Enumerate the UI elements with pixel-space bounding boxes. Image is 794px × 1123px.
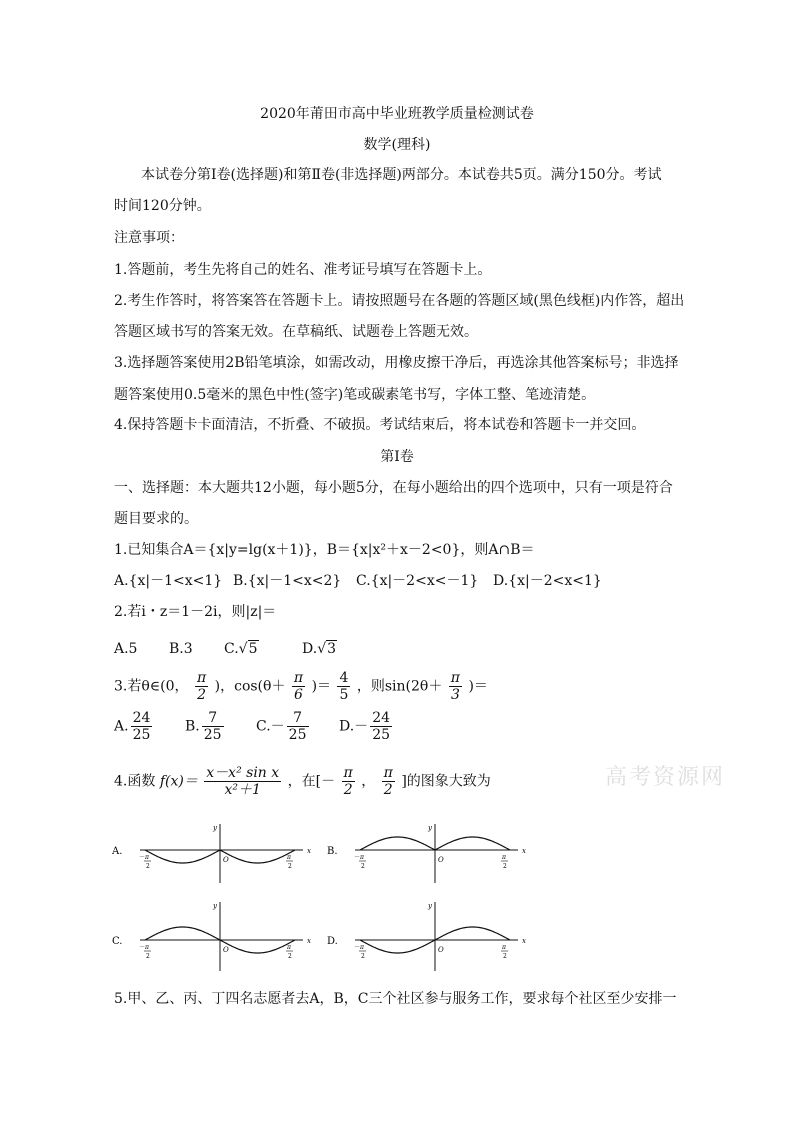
- q2-option-b: B.3: [169, 641, 193, 657]
- q3-frac-2-den: 6: [294, 687, 303, 703]
- x-axis-label: x: [522, 937, 526, 945]
- q4-formula-den: x²＋1: [224, 782, 261, 798]
- q4-frac-2-num: π: [383, 765, 393, 781]
- note-2-line-1: 2.考生作答时，将答案答在答题卡上。请按照题号在各题的答题区域(黑色线框)内作答，超出: [114, 293, 685, 309]
- q4-formula-frac: [204, 765, 281, 798]
- sqrt-icon: √: [317, 641, 327, 657]
- q1-option-a: A.{x|－1<x<1}: [114, 573, 223, 589]
- q3-frac-pi-2: [195, 670, 208, 703]
- tick-right-num: π: [287, 944, 291, 951]
- tick-right-den: 2: [288, 953, 292, 960]
- tick-right-den: 2: [288, 863, 292, 870]
- q3-option-c-den: 25: [288, 727, 307, 743]
- tick-right-num: π: [502, 944, 506, 951]
- q4-graph-d: [325, 898, 535, 973]
- note-3-line-1: 3.选择题答案使用2B铅笔填涂，如需改动，用橡皮擦干净后，再选涂其他答案标号；非选择: [114, 355, 679, 371]
- q4-text-1: 4.函数: [114, 773, 156, 790]
- q3-text-1: 3.若θ∈(0，: [114, 678, 189, 695]
- q3-text-2: )，cos(θ＋: [214, 678, 286, 695]
- q3-option-d: [339, 710, 394, 743]
- q3-option-b: [185, 710, 226, 743]
- intro-line-1: 本试卷分第Ⅰ卷(选择题)和第Ⅱ卷(非选择题)两部分。本试卷共5页。满分150分。考试: [141, 167, 662, 183]
- note-1: 1.答题前，考生先将自己的姓名、准考证号填写在答题卡上。: [114, 262, 492, 278]
- q4-graph-c: [110, 898, 320, 973]
- q3-option-b-den: 25: [203, 727, 222, 743]
- origin-label: O: [223, 856, 229, 864]
- q1-option-c: C.{x|－2<x<－1}: [356, 573, 479, 589]
- q3-frac-4-num: π: [450, 670, 460, 686]
- q4-function: f(x)＝: [159, 773, 198, 790]
- y-axis-label: y: [213, 824, 217, 832]
- q3-option-b-num: 7: [202, 710, 224, 727]
- tick-left-den: 2: [146, 953, 150, 960]
- exam-title: 2020年莆田市高中毕业班教学质量检测试卷: [260, 106, 534, 122]
- y-axis-label: y: [428, 902, 432, 910]
- q2-option-a: A.5: [114, 641, 138, 657]
- origin-label: O: [438, 856, 444, 864]
- q4-frac-2-den: 2: [383, 782, 393, 798]
- tick-left-num: π: [360, 854, 364, 861]
- tick-left-den: 2: [361, 953, 365, 960]
- q3-option-d-den: 25: [372, 727, 391, 743]
- q3-text-3: )＝: [311, 678, 332, 695]
- q4-graph-b: [325, 820, 535, 885]
- q4-text-3: ，: [361, 773, 376, 790]
- q1-option-b: B.{x|－1<x<2}: [233, 573, 342, 589]
- q3-option-b-frac: [202, 710, 224, 743]
- q3-option-c-frac: [287, 710, 309, 743]
- tick-left-num: π: [145, 854, 149, 861]
- q4-text-4: ]的图象大致为: [401, 773, 491, 790]
- q3-option-d-frac: [370, 710, 392, 743]
- q4-text-2: ，在[－: [287, 773, 336, 790]
- notes-heading: 注意事项：: [114, 230, 184, 246]
- tick-right-den: 2: [503, 953, 507, 960]
- q4-stem: [114, 765, 491, 798]
- q3-frac-2-num: π: [293, 670, 304, 686]
- x-axis-label: x: [307, 847, 311, 855]
- section-intro-line-1: 一、选择题：本大题共12小题，每小题5分，在每小题给出的四个选项中，只有一项是符合: [114, 480, 673, 496]
- q2-option-c-radicand: 5: [248, 641, 258, 657]
- origin-label: O: [438, 946, 444, 954]
- q4-formula-num: x－x² sin x: [206, 765, 280, 781]
- q3-frac-3-num: 4: [339, 670, 349, 686]
- q3-stem: [114, 670, 488, 703]
- option-label: D.: [327, 936, 338, 947]
- q3-frac-3-den: 5: [339, 687, 349, 703]
- q5-stem: 5.甲、乙、丙、丁四名志愿者去A，B，C三个社区参与服务工作，要求每个社区至少安排一: [114, 991, 677, 1007]
- tick-neg-sign: －: [139, 944, 146, 951]
- q3-option-c: [256, 710, 311, 743]
- q3-option-a-label: A.: [114, 718, 129, 735]
- q4-frac-pi-2-right: [382, 765, 395, 798]
- x-axis-label: x: [307, 937, 311, 945]
- tick-right-den: 2: [503, 863, 507, 870]
- q2-option-d-label: D.: [302, 641, 318, 657]
- intro-line-2: 时间120分钟。: [114, 198, 211, 214]
- section-intro-line-2: 题目要求的。: [114, 511, 198, 527]
- tick-neg-sign: －: [139, 854, 146, 861]
- q3-frac-1-num: π: [196, 670, 207, 686]
- tick-right-num: π: [502, 854, 506, 861]
- note-3-line-2: 题答案使用0.5毫米的黑色中性(签字)笔或碳素笔书写，字体工整、笔迹清楚。: [114, 387, 596, 403]
- q2-option-d: [302, 640, 337, 658]
- q3-text-4: ，则sin(2θ＋: [356, 678, 443, 695]
- q3-frac-4-den: 3: [450, 687, 460, 703]
- x-axis-label: x: [522, 847, 526, 855]
- q3-option-c-label: C.－: [256, 718, 285, 735]
- tick-left-num: π: [145, 944, 149, 951]
- q3-text-5: )＝: [468, 678, 488, 695]
- note-2-line-2: 答题区域书写的答案无效。在草稿纸、试题卷上答题无效。: [114, 324, 478, 340]
- tick-left-den: 2: [146, 863, 150, 870]
- q3-frac-pi-6: [292, 670, 305, 703]
- q3-option-a-num: 24: [132, 710, 151, 726]
- q3-frac-1-den: 2: [197, 687, 207, 703]
- q2-option-c: [224, 640, 259, 658]
- y-axis-label: y: [213, 902, 217, 910]
- origin-label: O: [223, 946, 229, 954]
- tick-right-num: π: [287, 854, 291, 861]
- tick-neg-sign: －: [354, 944, 361, 951]
- q1-stem: 1.已知集合A＝{x|y=lg(x＋1)}，B＝{x|x²＋x－2<0}，则A∩B＝: [114, 542, 535, 558]
- q3-option-b-label: B.: [185, 718, 200, 735]
- q4-frac-pi-2-left: [342, 765, 355, 798]
- q3-option-a: [114, 710, 154, 743]
- note-4: 4.保持答题卡卡面清洁，不折叠、不破损。考试结束后，将本试卷和答题卡一并交回。: [114, 417, 646, 433]
- option-label: C.: [112, 936, 123, 947]
- q3-option-a-den: 25: [132, 727, 151, 743]
- q3-option-c-num: 7: [287, 710, 309, 727]
- option-label: B.: [327, 846, 338, 857]
- exam-subtitle: 数学(理科): [363, 137, 431, 153]
- q4-frac-1-num: π: [343, 765, 353, 781]
- sqrt-icon: √: [238, 641, 248, 657]
- watermark: 高考资源网: [605, 765, 726, 790]
- q3-frac-4-5: [337, 670, 350, 703]
- q2-option-c-label: C.: [224, 641, 239, 657]
- q3-option-a-frac: [131, 710, 153, 743]
- q4-graph-a: [110, 820, 320, 885]
- tick-left-den: 2: [361, 863, 365, 870]
- part-1-title: 第Ⅰ卷: [380, 449, 414, 465]
- q3-frac-pi-3: [449, 670, 462, 703]
- y-axis-label: y: [428, 824, 432, 832]
- tick-left-num: π: [360, 944, 364, 951]
- tick-neg-sign: －: [354, 854, 361, 861]
- q4-frac-1-den: 2: [343, 782, 353, 798]
- q3-option-d-num: 24: [372, 710, 391, 726]
- q2-option-d-radicand: 3: [327, 641, 337, 657]
- option-label: A.: [112, 846, 123, 857]
- q3-option-d-label: D.－: [339, 718, 369, 735]
- q1-option-d: D.{x|－2<x<1}: [493, 573, 602, 589]
- q2-stem: 2.若i・z＝1－2i，则|z|＝: [114, 604, 277, 620]
